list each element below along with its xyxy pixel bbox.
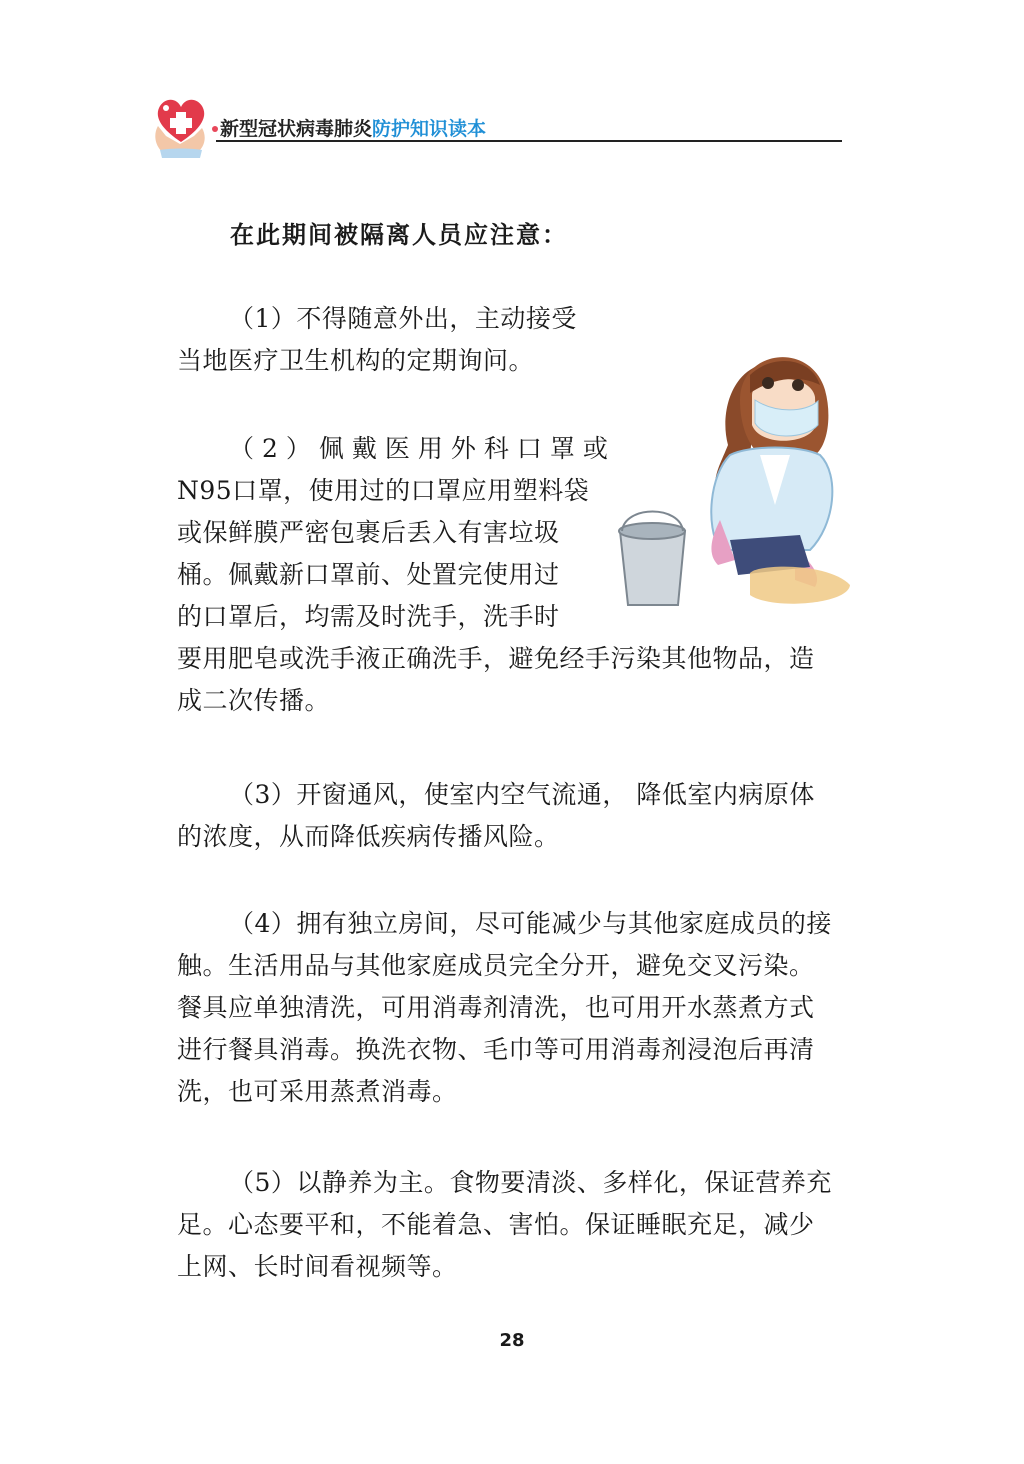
item-line: （1）不得随意外出，主动接受 <box>229 304 577 333</box>
item-line: 当地医疗卫生机构的定期询问。 <box>177 346 535 375</box>
item-4 <box>177 903 832 1113</box>
header-rule <box>216 140 842 142</box>
item-line: （5）以静养为主。食物要清淡、多样化，保证营养充 <box>229 1168 832 1197</box>
item-line: 餐具应单独清洗，可用消毒剂清洗，也可用开水蒸煮方式 <box>177 993 815 1022</box>
item-line: 桶。佩戴新口罩前、处置完使用过 <box>177 560 560 589</box>
item-line: 洗，也可采用蒸煮消毒。 <box>177 1077 458 1106</box>
item-line: （3）开窗通风，使室内空气流通， 降低室内病原体 <box>229 780 815 809</box>
item-line: 的口罩后，均需及时洗手，洗手时 <box>177 602 560 631</box>
heart-hands-logo <box>150 92 212 158</box>
item-line: 进行餐具消毒。换洗衣物、毛巾等可用消毒剂浸泡后再清 <box>177 1035 815 1064</box>
page-number: 28 <box>499 1330 525 1351</box>
item-1 <box>177 298 577 382</box>
book-title-accent: 防护知识读本 <box>372 118 487 140</box>
item-line: 上网、长时间看视频等。 <box>177 1252 458 1281</box>
item-3 <box>177 774 815 858</box>
page-header <box>150 92 850 162</box>
item-line: 要用肥皂或洗手液正确洗手，避免经手污染其他物品，造 <box>177 644 815 673</box>
item-line: N95口罩，使用过的口罩应用塑料袋 <box>177 476 590 505</box>
item-line: （2）佩戴医用外科口罩或 <box>229 434 616 463</box>
item-line: 或保鲜膜严密包裹后丢入有害垃圾 <box>177 518 560 547</box>
item-line: 的浓度，从而降低疾病传播风险。 <box>177 822 560 851</box>
item-line: 足。心态要平和，不能着急、害怕。保证睡眠充足，减少 <box>177 1210 815 1239</box>
item-line: 触。生活用品与其他家庭成员完全分开，避免交叉污染。 <box>177 951 815 980</box>
section-heading: 在此期间被隔离人员应注意： <box>230 221 568 249</box>
book-title-main: 新型冠状病毒肺炎 <box>220 118 373 140</box>
book-title <box>220 114 486 141</box>
header-dot <box>212 126 218 132</box>
item-line: 成二次传播。 <box>177 686 331 715</box>
item-5 <box>177 1162 832 1288</box>
masked-woman-cleaning-illustration <box>610 305 860 635</box>
item-line: （4）拥有独立房间，尽可能减少与其他家庭成员的接 <box>229 909 832 938</box>
